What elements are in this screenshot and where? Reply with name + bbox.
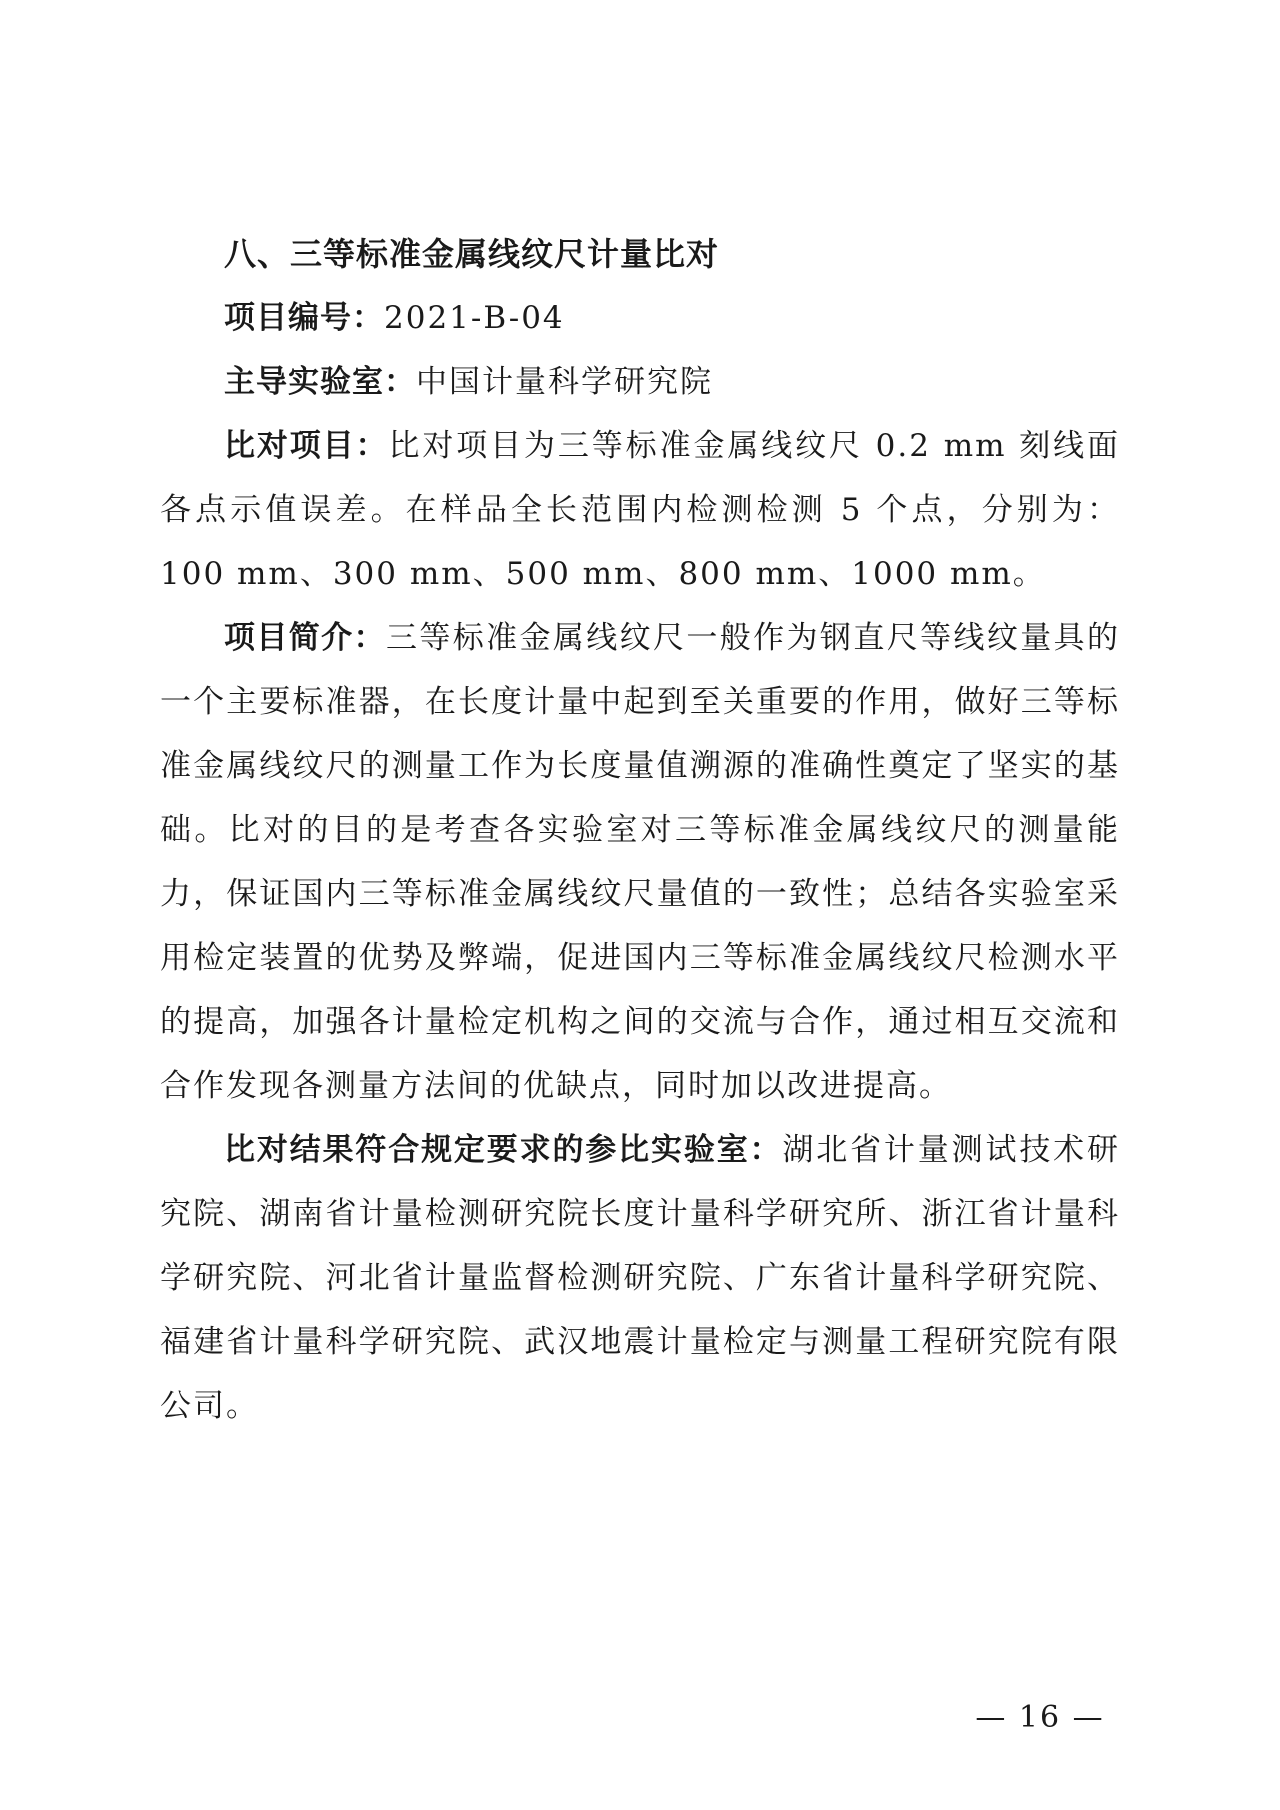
comparison-item-label: 比对项目：	[224, 428, 389, 464]
qualified-labs-value: 湖北省计量测试技术研究院、湖南省计量检测研究院长度计量科学研究所、浙江省计量科学研究院、河北省计量监督检测研究院、广东省计量科学研究院、福建省计量科学研究院、武汉地震计量检定与测量工程研究院有限公司。	[160, 1132, 1121, 1424]
comparison-item-value: 比对项目为三等标准金属线纹尺 0.2 mm 刻线面各点示值误差。在样品全长范围内检测检测 5 个点，分别为：100 mm、300 mm、500 mm、800 mm、1000 mm。	[160, 428, 1121, 592]
project-number-label: 项目编号：	[224, 300, 384, 336]
project-intro-value: 三等标准金属线纹尺一般作为钢直尺等线纹量具的一个主要标准器，在长度计量中起到至关重要的作用，做好三等标准金属线纹尺的测量工作为长度量值溯源的准确性奠定了坚实的基础。比对的目的是考查各实验室对三等标准金属线纹尺的测量能力，保证国内三等标准金属线纹尺量值的一致性；总结各实验室采用检定装置的优势及弊端，促进国内三等标准金属线纹尺检测水平的提高，加强各计量检定机构之间的交流与合作，通过相互交流和合作发现各测量方法间的优缺点，同时加以改进提高。	[160, 620, 1121, 1104]
section-heading: 八、三等标准金属线纹尺计量比对	[224, 235, 720, 273]
qualified-labs-label: 比对结果符合规定要求的参比实验室：	[224, 1132, 783, 1168]
project-intro-label: 项目简介：	[224, 620, 386, 656]
page-number: — 16 —	[975, 1700, 1105, 1735]
project-intro-paragraph	[160, 606, 1120, 1118]
document-body	[160, 222, 1120, 1438]
project-number-value: 2021-B-04	[384, 300, 565, 336]
project-number-paragraph	[160, 286, 1120, 350]
lead-lab-value: 中国计量科学研究院	[416, 364, 713, 400]
lead-lab-paragraph	[160, 350, 1120, 414]
comparison-item-paragraph	[160, 414, 1120, 606]
qualified-labs-paragraph	[160, 1118, 1120, 1438]
lead-lab-label: 主导实验室：	[224, 364, 416, 400]
